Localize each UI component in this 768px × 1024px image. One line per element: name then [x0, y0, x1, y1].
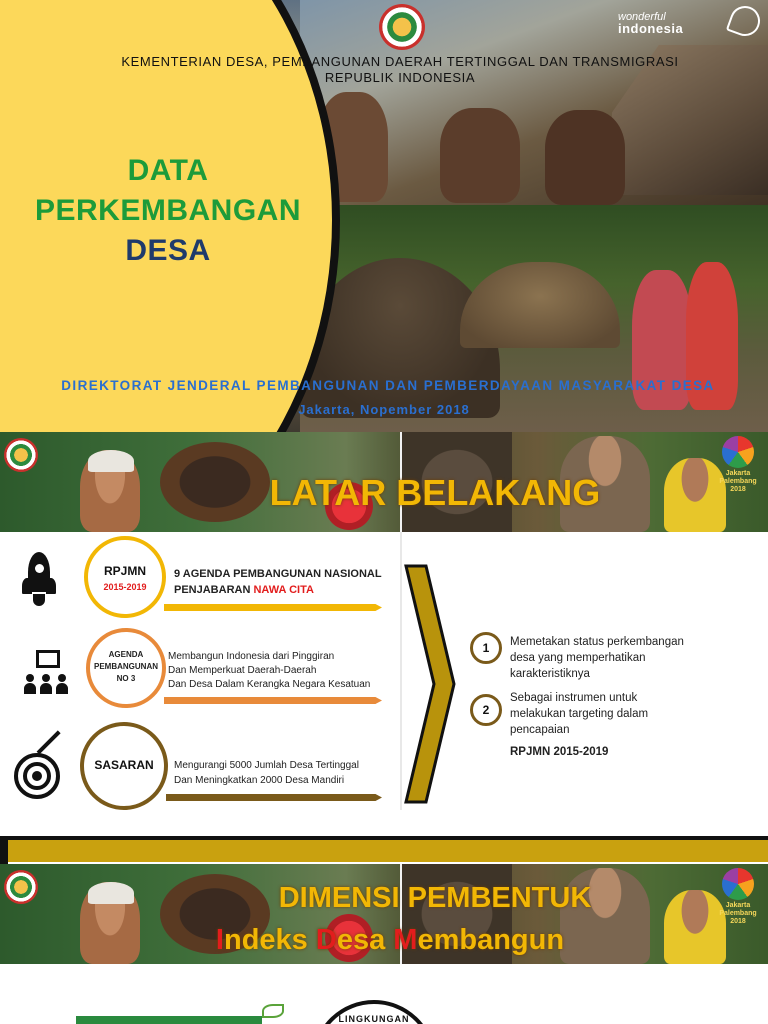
- cover-date: Jakarta, Nopember 2018: [298, 402, 470, 417]
- point-2-text: [510, 690, 648, 738]
- ministry-country: REPUBLIK INDONESIA: [324, 70, 476, 85]
- asian-games-text: Jakarta Palembang 2018: [719, 470, 757, 493]
- rpjmn-years: 2015-2019: [103, 582, 147, 592]
- agenda-text-line1: Membangun Indonesia dari Pinggiran: [168, 651, 335, 662]
- slide3-title: DIMENSI PEMBENTUK: [278, 882, 592, 914]
- slide3-content: [0, 964, 768, 1024]
- cover-title-line3: DESA: [125, 234, 211, 267]
- asian-games-icon: [722, 868, 754, 900]
- rpjmn-description: [174, 566, 382, 598]
- point-2-line1: Sebagai instrumen untuk: [510, 692, 638, 704]
- rpjmn-text-line1: 9 AGENDA PEMBANGUNAN NASIONAL: [174, 568, 382, 580]
- cover-slide: [0, 0, 768, 432]
- musician-figure: [545, 110, 625, 205]
- rpjmn-arrow-bar: [164, 604, 382, 611]
- slide3-subtitle: Indeks Desa Membangun: [215, 924, 565, 956]
- presentation-meeting-icon: [24, 650, 68, 694]
- point-1-line3: karakteristiknya: [510, 668, 590, 680]
- sasaran-text-line2: Dan Meningkatkan 2000 Desa Mandiri: [174, 775, 345, 786]
- chevron-right-icon: [404, 564, 456, 804]
- brand-big-text: indonesia: [618, 21, 684, 36]
- sasaran-badge: [80, 722, 168, 810]
- asian-games-icon: [722, 436, 754, 468]
- lingkungan-label: LINGKUNGAN: [338, 1014, 410, 1024]
- wonderful-indonesia-logo: [618, 12, 683, 34]
- ministry-logo: [4, 870, 38, 904]
- agenda-badge: [86, 628, 166, 708]
- brand-small-text: wonderful: [618, 11, 666, 23]
- point-number-2: 2: [470, 694, 502, 726]
- ministry-name: KEMENTERIAN DESA, PEMBANGUNAN DAERAH TERTINGGAL DAN TRANSMIGRASI: [121, 54, 679, 69]
- child-cap: [88, 450, 134, 472]
- rpjmn-label: RPJMN: [103, 564, 146, 578]
- rpjmn-reference: RPJMN 2015-2019: [510, 746, 609, 758]
- agenda-label-line2: PEMBANGUNAN: [94, 662, 158, 671]
- point-number-1: 1: [470, 632, 502, 664]
- agenda-description: [168, 650, 370, 692]
- sasaran-label: SASARAN: [94, 758, 154, 772]
- sasaran-arrow-bar: [166, 794, 382, 801]
- musician-figure: [440, 108, 520, 203]
- asian-games-text: Jakarta Palembang 2018: [719, 902, 757, 925]
- slide2-banner: [0, 432, 768, 532]
- point-2-line3: pencapaian: [510, 724, 570, 736]
- target-icon: [14, 747, 66, 799]
- slide2-content: [0, 532, 768, 832]
- sasaran-text-line1: Mengurangi 5000 Jumlah Desa Tertinggal: [174, 760, 359, 771]
- asian-games-logo: [714, 868, 762, 936]
- agenda-text-line3: Dan Desa Dalam Kerangka Negara Kesatuan: [168, 679, 371, 690]
- rpjmn-text-prefix: PENJABARAN: [174, 584, 254, 596]
- ministry-logo: [4, 438, 38, 472]
- sasaran-description: [174, 758, 359, 788]
- slide-separator-bar: [0, 836, 768, 864]
- point-1-line2: desa yang memperhatikan: [510, 652, 646, 664]
- asian-games-logo: [714, 436, 762, 504]
- agenda-label-line3: NO 3: [116, 674, 136, 683]
- child-cap: [88, 882, 134, 904]
- agenda-arrow-bar: [164, 697, 382, 704]
- agenda-text-line2: Dan Memperkuat Daerah-Daerah: [168, 665, 317, 676]
- nawa-cita-highlight: NAWA CITA: [253, 584, 314, 596]
- point-1-line1: Memetakan status perkembangan: [510, 636, 684, 648]
- content-divider: [400, 532, 402, 810]
- point-2-line2: melakukan targeting dalam: [510, 708, 649, 720]
- lingkungan-circle: [312, 1000, 436, 1024]
- point-1-text: [510, 634, 684, 682]
- rocket-icon: [24, 552, 54, 606]
- slide3-banner: [0, 864, 768, 964]
- cover-title-line2: PERKEMBANGAN: [34, 194, 301, 227]
- slide2-title: LATAR BELAKANG: [269, 472, 601, 513]
- ministry-logo: [379, 4, 425, 50]
- rpjmn-badge: [84, 536, 166, 618]
- green-label-box: [76, 1016, 262, 1024]
- directorate-name: DIREKTORAT JENDERAL PEMBANGUNAN DAN PEMBERDAYAAN MASYARAKAT DESA: [61, 378, 715, 393]
- agenda-label-line1: AGENDA: [108, 650, 144, 659]
- leaf-icon: [262, 1004, 284, 1018]
- cover-title-line1: DATA: [127, 154, 209, 187]
